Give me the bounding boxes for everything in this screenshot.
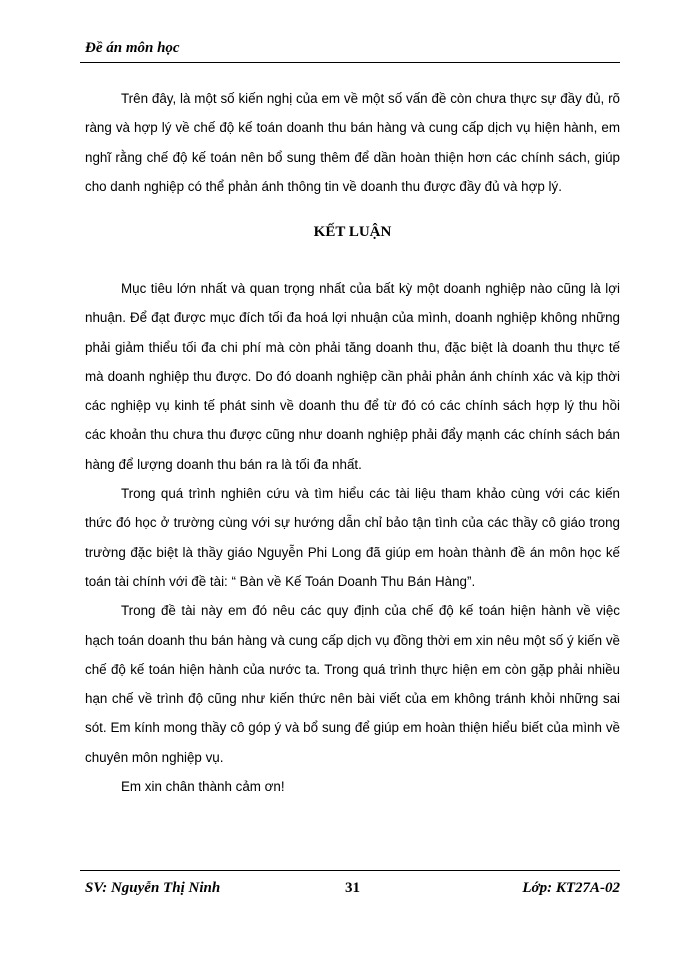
conclusion-paragraph: Mục tiêu lớn nhất và quan trọng nhất của bất kỳ một doanh nghiệp nào cũng là lợi nhuận. Để đạt được mục đích tối đa hoá lợi nhuận của mình, doanh nghiệp không những phải giảm thiểu tối đa chi phí mà còn phải tăng doanh thu, đặc biệt là doanh thu thực tế mà doanh nghiệp thu được. Do đó doanh nghiệp cần phải phản ánh chính xác và kịp thời các nghiệp vụ kinh tế phát sinh về doanh thu để từ đó có các chính sách hợp lý thu hồi các khoản thu chưa thu được cũng như doanh nghiệp phải đẩy mạnh các chính sách bán hàng để lượng doanh thu bán ra là tối đa nhất. [85, 281, 620, 472]
header-rule [80, 62, 620, 63]
conclusion-section [85, 274, 620, 801]
page-header [85, 38, 625, 58]
conclusion-paragraph: Trong đề tài này em đó nêu các quy định của chế độ kế toán hiện hành về việc hạch toán doanh thu bán hàng và cung cấp dịch vụ đồng thời em xin nêu một số ý kiến về chế độ kế toán hiện hành của nước ta. Trong quá trình thực hiện em còn gặp phải nhiều hạn chế về trình độ cũng như kiến thức nên bài viết của em không tránh khỏi những sai sót. Em kính mong thầy cô góp ý và bổ sung để giúp em hoàn thiện hiểu biết của mình về chuyên môn nghiệp vụ. [85, 603, 620, 765]
footer-class: Lớp: KT27A-02 [522, 880, 620, 896]
footer-page-number: 31 [345, 880, 360, 896]
footer-student: SV: Nguyễn Thị Ninh [85, 880, 221, 896]
intro-section [85, 84, 620, 201]
header-title: Đề án môn học [85, 40, 180, 56]
conclusion-paragraph: Em xin chân thành cảm ơn! [121, 779, 285, 795]
page-footer [85, 878, 620, 898]
footer-rule [80, 870, 620, 871]
conclusion-paragraph: Trong quá trình nghiên cứu và tìm hiểu các tài liệu tham khảo cùng với các kiến thức đó học ở trường cùng với sự hướng dẫn chỉ bảo tận tình của các thầy cô giáo trong trường đặc biệt là thầy giáo Nguyễn Phi Long đã giúp em hoàn thành đề án môn học kế toán tài chính với đề tài: “ Bàn về Kế Toán Doanh Thu Bán Hàng”. [85, 486, 620, 589]
conclusion-heading: KẾT LUẬN [313, 224, 392, 240]
intro-paragraph: Trên đây, là một số kiến nghị của em về một số vấn đề còn chưa thực sự đầy đủ, rõ ràng và hợp lý về chế độ kế toán doanh thu bán hàng và cung cấp dịch vụ hiện hành, em nghĩ rằng chế độ kế toán nên bổ sung thêm để dần hoàn thiện hơn các chính sách, giúp cho danh nghiệp có thể phản ánh thông tin về doanh thu được đầy đủ và hợp lý. [85, 91, 620, 194]
